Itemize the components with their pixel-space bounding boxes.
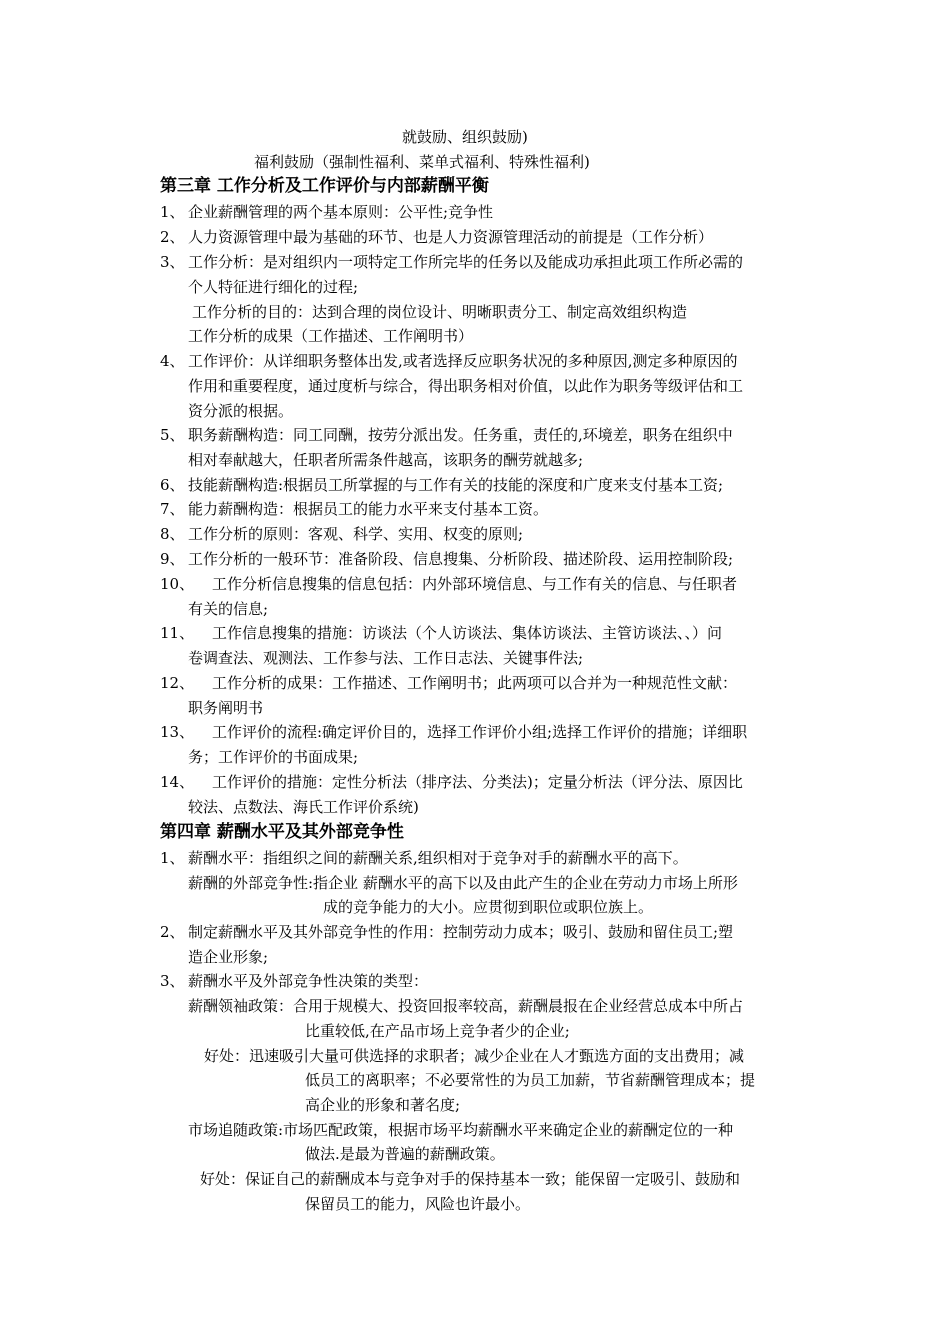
list-item bbox=[160, 252, 743, 276]
advantage-continuation: 低员工的离职率；不必要常性的为员工加薪，节省薪酬管理成本；提 bbox=[305, 1071, 756, 1089]
list-item bbox=[160, 202, 493, 226]
item-continuation: 作用和重要程度，通过度析与综合，得出职务相对价值，以此作为职务等级评估和工 bbox=[188, 377, 744, 395]
item-text: 制定薪酬水平及其外部竞争性的作用：控制劳动力成本；吸引、鼓励和留住员工;塑 bbox=[188, 923, 734, 941]
item-continuation: 个人特征进行细化的过程; bbox=[188, 278, 359, 296]
list-item bbox=[160, 524, 523, 548]
item-text: 工作分析的原则：客观、科学、实用、权变的原则; bbox=[188, 525, 524, 543]
item-text: 企业薪酬管理的两个基本原则：公平性;竞争性 bbox=[188, 203, 494, 221]
advantage-continuation: 高企业的形象和著名度; bbox=[305, 1096, 461, 1114]
advantage-continuation: 保留员工的能力，风险也许最小。 bbox=[305, 1195, 531, 1213]
item-number: 3、 bbox=[160, 253, 185, 271]
list-item bbox=[160, 351, 738, 375]
item-text: 工作信息搜集的措施：访谈法（个人访谈法、集体访谈法、主管访谈法、、）问 bbox=[212, 624, 723, 642]
definition-continuation: 成的竞争能力的大小。应贯彻到职位或职位族上。 bbox=[323, 898, 654, 916]
item-number: 12、 bbox=[160, 674, 195, 692]
item-number: 13、 bbox=[160, 723, 195, 741]
item-text: 工作分析的一般环节：准备阶段、信息搜集、分析阶段、描述阶段、运用控制阶段; bbox=[188, 550, 734, 568]
list-item bbox=[160, 227, 713, 251]
list-item bbox=[160, 623, 722, 647]
continued-line: 就鼓励、组织鼓励) bbox=[402, 128, 528, 146]
item-text: 人力资源管理中最为基础的环节、也是人力资源管理活动的前提是（工作分析） bbox=[188, 228, 714, 246]
item-number: 14、 bbox=[160, 773, 195, 791]
item-text: 薪酬水平及外部竞争性决策的类型： bbox=[188, 972, 429, 990]
item-text: 工作评价：从详细职务整体出发,或者选择反应职务状况的多种原因,测定多种原因的 bbox=[188, 352, 738, 370]
item-number: 4、 bbox=[160, 352, 185, 370]
item-text: 薪酬水平：指组织之间的薪酬关系,组织相对于竞争对手的薪酬水平的高下。 bbox=[188, 849, 688, 867]
item-continuation: 资分派的根据。 bbox=[188, 402, 294, 420]
continued-line: 福利鼓励（强制性福利、菜单式福利、特殊性福利) bbox=[254, 153, 590, 171]
item-continuation: 务；工作评价的书面成果; bbox=[188, 748, 359, 766]
item-continuation: 造企业形象; bbox=[188, 948, 269, 966]
item-number: 1、 bbox=[160, 203, 185, 221]
item-number: 6、 bbox=[160, 476, 185, 494]
item-number: 8、 bbox=[160, 525, 185, 543]
policy-continuation: 比重较低,在产品市场上竞争者少的企业; bbox=[305, 1022, 570, 1040]
item-text: 能力薪酬构造：根据员工的能力水平来支付基本工资。 bbox=[188, 500, 549, 518]
list-item bbox=[160, 848, 688, 872]
list-item bbox=[160, 475, 723, 499]
definition-line: 薪酬的外部竞争性:指企业 薪酬水平的高下以及由此产生的企业在劳动力市场上所形 bbox=[188, 874, 738, 892]
list-item bbox=[160, 772, 743, 796]
list-item bbox=[160, 574, 737, 598]
list-item bbox=[160, 673, 737, 697]
item-number: 5、 bbox=[160, 426, 185, 444]
item-continuation: 卷调查法、观测法、工作参与法、工作日志法、关键事件法; bbox=[188, 649, 584, 667]
item-number: 1、 bbox=[160, 849, 185, 867]
chapter-4-title: 第四章 薪酬水平及其外部竞争性 bbox=[160, 822, 404, 842]
item-text: 工作分析信息搜集的信息包括：内外部环境信息、与工作有关的信息、与任职者 bbox=[212, 575, 738, 593]
item-number: 9、 bbox=[160, 550, 185, 568]
item-number: 7、 bbox=[160, 500, 185, 518]
list-item bbox=[160, 722, 747, 746]
item-text: 工作分析的成果：工作描述、工作阐明书；此两项可以合并为一种规范性文献： bbox=[212, 674, 738, 692]
item-text: 工作分析：是对组织内一项特定工作所完毕的任务以及能成功承担此项工作所必需的 bbox=[188, 253, 744, 271]
policy-continuation: 做法.是最为普遍的薪酬政策。 bbox=[305, 1145, 505, 1163]
list-item bbox=[160, 922, 733, 946]
item-continuation: 有关的信息; bbox=[188, 600, 269, 618]
item-continuation: 相对奉献越大，任职者所需条件越高，该职务的酬劳就越多; bbox=[188, 451, 584, 469]
list-item bbox=[160, 971, 428, 995]
policy-line: 市场追随政策:市场匹配政策，根据市场平均薪酬水平来确定企业的薪酬定位的一种 bbox=[188, 1121, 734, 1139]
item-text: 技能薪酬构造:根据员工所掌握的与工作有关的技能的深度和广度来支付基本工资; bbox=[188, 476, 724, 494]
list-item bbox=[160, 425, 733, 449]
item-continuation: 较法、点数法、海氏工作评价系统) bbox=[188, 798, 419, 816]
item-number: 11、 bbox=[160, 624, 195, 642]
advantage-line: 好处：保证自己的薪酬成本与竞争对手的保持基本一致；能保留一定吸引、鼓励和 bbox=[200, 1170, 741, 1188]
list-item bbox=[160, 499, 548, 523]
item-text: 职务薪酬构造：同工同酬，按劳分派出发。任务重，责任的,环境差，职务在组织中 bbox=[188, 426, 733, 444]
advantage-line: 好处：迅速吸引大量可供选择的求职者；减少企业在人才甄选方面的支出费用；减 bbox=[204, 1047, 745, 1065]
item-number: 3、 bbox=[160, 972, 185, 990]
item-continuation: 职务阐明书 bbox=[188, 699, 264, 717]
item-number: 2、 bbox=[160, 228, 185, 246]
item-text: 工作评价的措施：定性分析法（排序法、分类法)；定量分析法（评分法、原因比 bbox=[212, 773, 743, 791]
chapter-3-title: 第三章 工作分析及工作评价与内部薪酬平衡 bbox=[160, 176, 489, 196]
sub-line: 工作分析的目的：达到合理的岗位设计、明晰职责分工、制定高效组织构造 bbox=[192, 303, 688, 321]
item-number: 2、 bbox=[160, 923, 185, 941]
item-number: 10、 bbox=[160, 575, 195, 593]
sub-line: 工作分析的成果（工作描述、工作阐明书） bbox=[188, 327, 474, 345]
policy-line: 薪酬领袖政策：合用于规模大、投资回报率较高，薪酬晨报在企业经营总成本中所占 bbox=[188, 997, 744, 1015]
item-text: 工作评价的流程:确定评价目的，选择工作评价小组;选择工作评价的措施；详细职 bbox=[212, 723, 748, 741]
list-item bbox=[160, 549, 733, 573]
